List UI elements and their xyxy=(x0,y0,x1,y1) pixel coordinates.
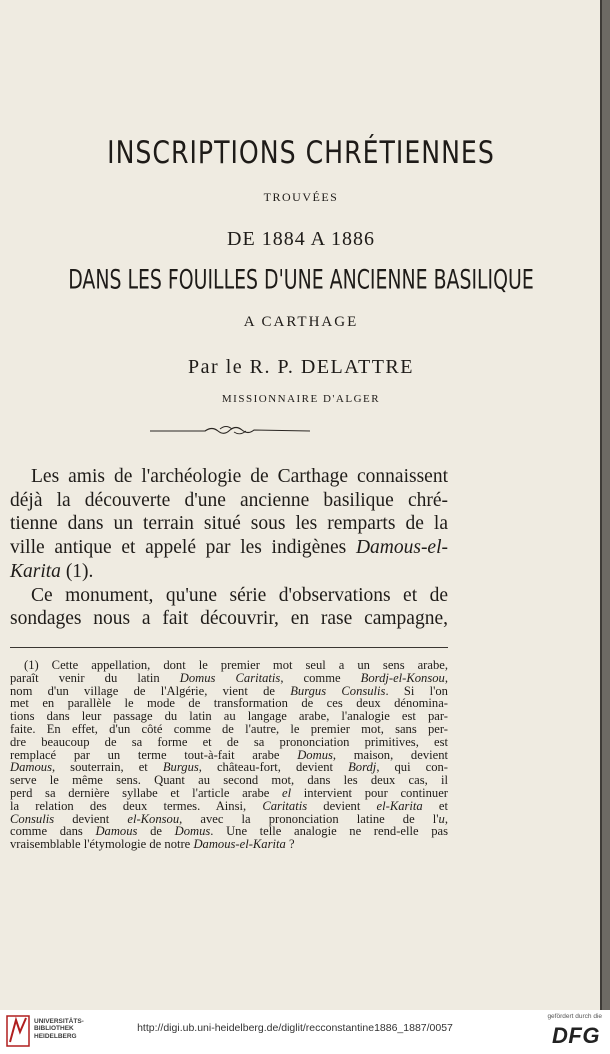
body-line: ville antique et appelé par les indigènes Damous-el- xyxy=(10,537,449,559)
footnote-line: perd sa dernière syllabe et l'article arabe el intervient pour continuer xyxy=(10,785,449,800)
title-dates: DE 1884 A 1886 xyxy=(227,228,375,250)
footnote-line: tions dans leur passage du latin au langage arabe, l'analogie est par- xyxy=(10,709,448,724)
footnote-line: vraisemblable l'étymologie de notre Damous-el-Karita ? xyxy=(10,837,295,852)
footnote-line: dre beaucoup de sa forme et de sa prononciation primitives, est xyxy=(10,734,448,749)
body-paragraph xyxy=(10,465,448,631)
footnote-line: comme dans Damous de Domus. Une telle analogie ne rend-elle pas xyxy=(10,824,448,839)
body-line: déjà la découverte d'une ancienne basilique chré- xyxy=(10,489,448,511)
library-name: UNIVERSITÄTS- BIBLIOTHEK HEIDELBERG xyxy=(34,1018,84,1040)
title-found: TROUVÉES xyxy=(263,190,339,204)
footnote-line: Consulis devient el-Konsou, avec la prononciation latine de l'u, xyxy=(10,811,448,826)
dfg-logo[interactable]: DFG xyxy=(552,1023,600,1048)
footnote-line: Damous, souterrain, et Burgus, château-fort, devient Bordj, qui con- xyxy=(10,760,448,775)
footnote-line: la relation des deux termes. Ainsi, Caritatis devient el-Karita et xyxy=(10,798,448,813)
footnote-line: (1) Cette appellation, dont le premier mot seul a un sens arabe, xyxy=(24,658,448,672)
author-role: MISSIONNAIRE D'ALGER xyxy=(221,393,381,405)
footnote-line: paraît venir du latin Domus Caritatis, comme Bordj-el-Konsou, xyxy=(10,670,448,685)
footnote-line: faite. En effet, d'un côté comme de l'autre, le premier mot, sans per- xyxy=(10,721,448,736)
page-title: INSCRIPTIONS CHRÉTIENNES xyxy=(107,134,495,171)
footnote-line: serve le même sens. Quant au second mot, dans les deux cas, il xyxy=(10,773,448,788)
body-line: sondages nous a fait découvrir, en rase campagne, xyxy=(10,608,448,630)
footnote-line: nom d'un village de l'Algérie, vient de Burgus Consulis. Si l'on xyxy=(10,683,448,698)
document-url-link[interactable]: http://digi.ub.uni-heidelberg.de/diglit/recconstantine1886_1887/0057 xyxy=(137,1022,453,1034)
footnote-rule xyxy=(10,647,448,648)
body-line: Ce monument, qu'une série d'observations et de xyxy=(31,584,448,606)
body-line: Karita (1). xyxy=(10,560,94,582)
body-italic-name: Damous-el- xyxy=(355,537,449,559)
body-line: Les amis de l'archéologie de Carthage connaissent xyxy=(31,466,448,487)
footnote-line: remplacé par un terme tout-à-fait arabe Domus, maison, devient xyxy=(10,747,448,762)
funded-by-label: gefördert durch die xyxy=(547,1013,602,1020)
title-place: A CARTHAGE xyxy=(243,314,359,330)
body-line: tienne dans un terrain situé sous les remparts de la xyxy=(10,513,448,535)
footnote-line: met en parallèle le mode de transformation de ces deux dénomina- xyxy=(10,696,448,711)
heidelberg-library-logo-icon xyxy=(6,1014,30,1048)
author-line: Par le R. P. DELATTRE xyxy=(188,356,414,378)
ornament-divider xyxy=(150,423,310,437)
title-subtitle: DANS LES FOUILLES D'UNE ANCIENNE BASILIQUE xyxy=(68,263,534,296)
footnote xyxy=(10,659,448,851)
